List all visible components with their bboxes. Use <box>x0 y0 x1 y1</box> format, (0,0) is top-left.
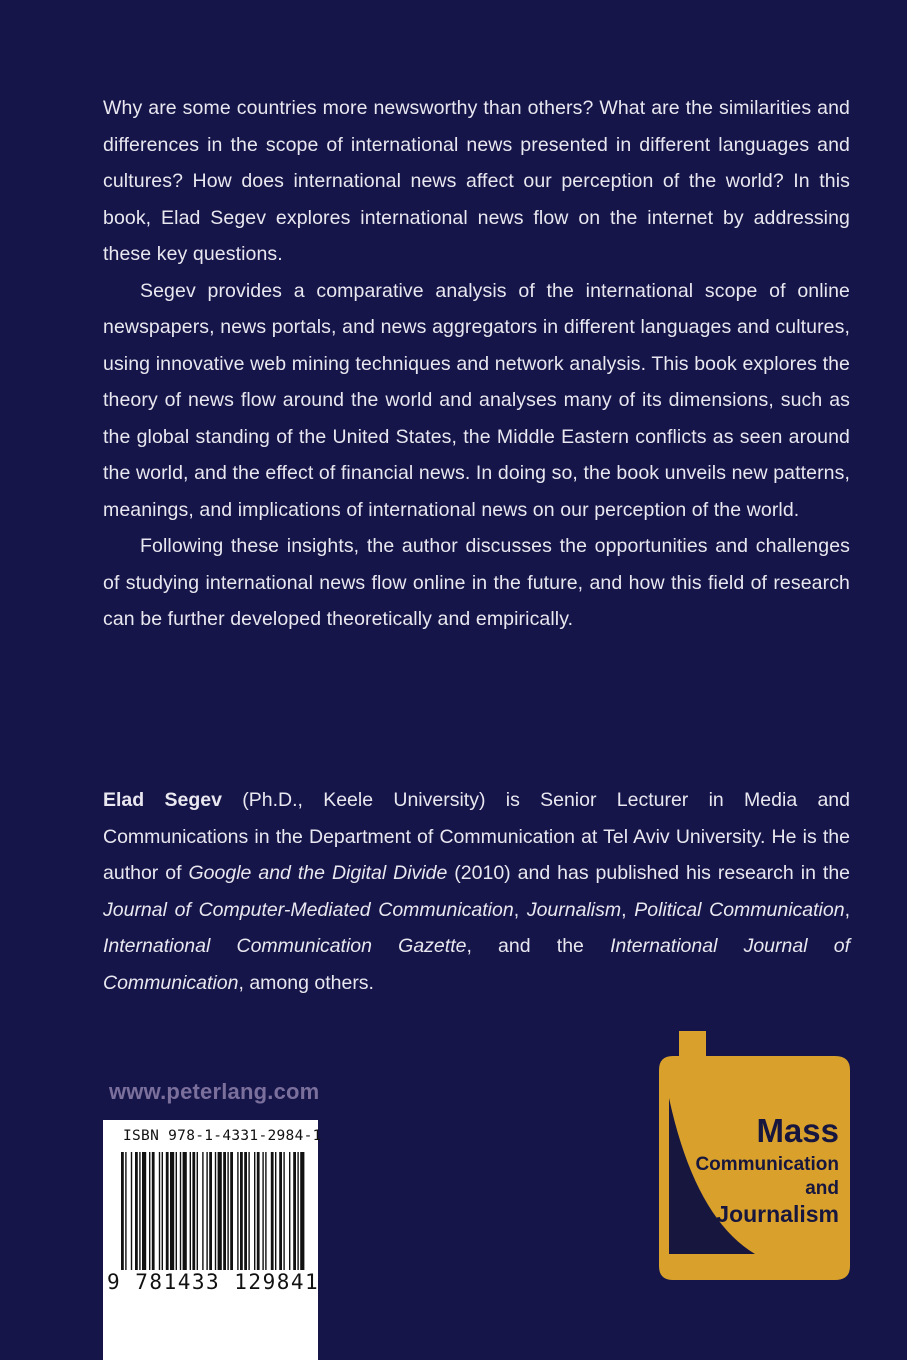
barcode-bar <box>125 1152 126 1270</box>
barcode-bar <box>218 1152 222 1270</box>
barcode-bar <box>271 1152 274 1270</box>
journal-title-5: International Journal of Communication <box>103 935 850 994</box>
barcode-bar <box>209 1152 212 1270</box>
journal-title-4: International Communication Gazette <box>103 935 467 957</box>
barcode-bar <box>149 1152 150 1270</box>
barcode-bar <box>254 1152 255 1270</box>
barcode-bar <box>227 1152 228 1270</box>
barcode-bar <box>248 1152 249 1270</box>
barcode-bar <box>159 1152 160 1270</box>
barcode-bar <box>142 1152 146 1270</box>
description-paragraph-1: Why are some countries more newsworthy than others? What are the similarities and differences in the scope of international news presented in different languages and cultures? How does international news affect our perception of the world? In this book, Elad Segev explores international news flow on the internet by addressing these key questions. <box>103 97 850 265</box>
barcode-bar <box>265 1152 266 1270</box>
journal-title-2: Journalism <box>526 898 622 921</box>
barcode-bar <box>139 1152 140 1270</box>
journal-title-3: Political Communication <box>634 898 845 921</box>
barcode-bar <box>279 1152 282 1270</box>
isbn-barcode <box>103 1120 322 1360</box>
bio-text-1: (Ph.D., Keele University) is Senior Lecturer in Media and Communications in the Department of Communication at Tel Aviv University. He is the author of <box>103 789 850 884</box>
barcode-bar <box>289 1152 290 1270</box>
book-title: Google and the Digital Divide <box>188 862 448 884</box>
bio-separator-3: , <box>844 898 851 921</box>
bio-text-3: , and the <box>466 935 611 957</box>
barcode-bar <box>202 1152 203 1270</box>
barcode-bar <box>244 1152 247 1270</box>
barcode-bar <box>215 1152 216 1270</box>
series-logo <box>655 1028 855 1288</box>
bio-text-2: (2010) and has published his research in the <box>447 862 851 884</box>
barcode-bar <box>206 1152 207 1270</box>
barcode-bar <box>170 1152 174 1270</box>
barcode-bars <box>103 1120 318 1360</box>
author-bio <box>103 782 850 1001</box>
publisher-url[interactable]: www.peterlang.com <box>109 1079 320 1104</box>
barcode-bar <box>262 1152 263 1270</box>
barcode-bar <box>197 1152 198 1270</box>
series-title-line-2: Communication <box>695 1154 839 1175</box>
barcode-bar <box>257 1152 260 1270</box>
barcode-bar <box>135 1152 138 1270</box>
barcode-bar <box>176 1152 177 1270</box>
author-name: Elad Segev <box>103 789 222 811</box>
description-paragraph-3: Following these insights, the author discusses the opportunities and challenges of studying international news flow online in the future, and how this field of research can be further developed theoretically and empirically. <box>103 535 850 630</box>
barcode-bar <box>237 1152 238 1270</box>
barcode-bar <box>275 1152 276 1270</box>
series-title-line-4: Journalism <box>716 1201 839 1227</box>
barcode-bar <box>121 1152 124 1270</box>
barcode-bar <box>240 1152 243 1270</box>
bio-separator-1: , <box>513 898 527 921</box>
barcode-bar <box>300 1152 304 1270</box>
barcode-bar <box>297 1152 298 1270</box>
barcode-bar <box>192 1152 195 1270</box>
description-paragraph-2: Segev provides a comparative analysis of the international scope of online newspapers, news portals, and news aggregators in different languages and cultures, using innovative web mining techniques and network analysis. This book explores the theory of news flow around the world and analyses many of its dimensions, such as the global standing of the United States, the Middle Eastern conflicts as seen around the world, and the effect of financial news. In doing so, the book unveils new patterns, meanings, and implications of international news on our perception of the world. <box>103 279 850 521</box>
barcode-bar <box>162 1152 163 1270</box>
barcode-bar <box>166 1152 169 1270</box>
barcode-bar <box>223 1152 226 1270</box>
barcode-bar <box>131 1152 132 1270</box>
barcode-bar <box>293 1152 296 1270</box>
barcode-bar <box>190 1152 191 1270</box>
barcode-bar <box>152 1152 155 1270</box>
isbn-label: ISBN 978-1-4331-2984-1 <box>123 1128 322 1144</box>
barcode-bar <box>283 1152 284 1270</box>
journal-title-1: Journal of Computer-Mediated Communication <box>103 898 514 921</box>
series-title-line-1: Mass <box>756 1112 839 1149</box>
bio-separator-2: , <box>621 898 635 921</box>
barcode-digits: 9 781433 129841 <box>107 1270 320 1294</box>
series-title-line-3: and <box>805 1178 839 1199</box>
barcode-bar <box>183 1152 187 1270</box>
book-description <box>103 90 850 638</box>
barcode-bar <box>230 1152 233 1270</box>
bio-text-4: , among others. <box>238 971 374 994</box>
barcode-bar <box>180 1152 181 1270</box>
